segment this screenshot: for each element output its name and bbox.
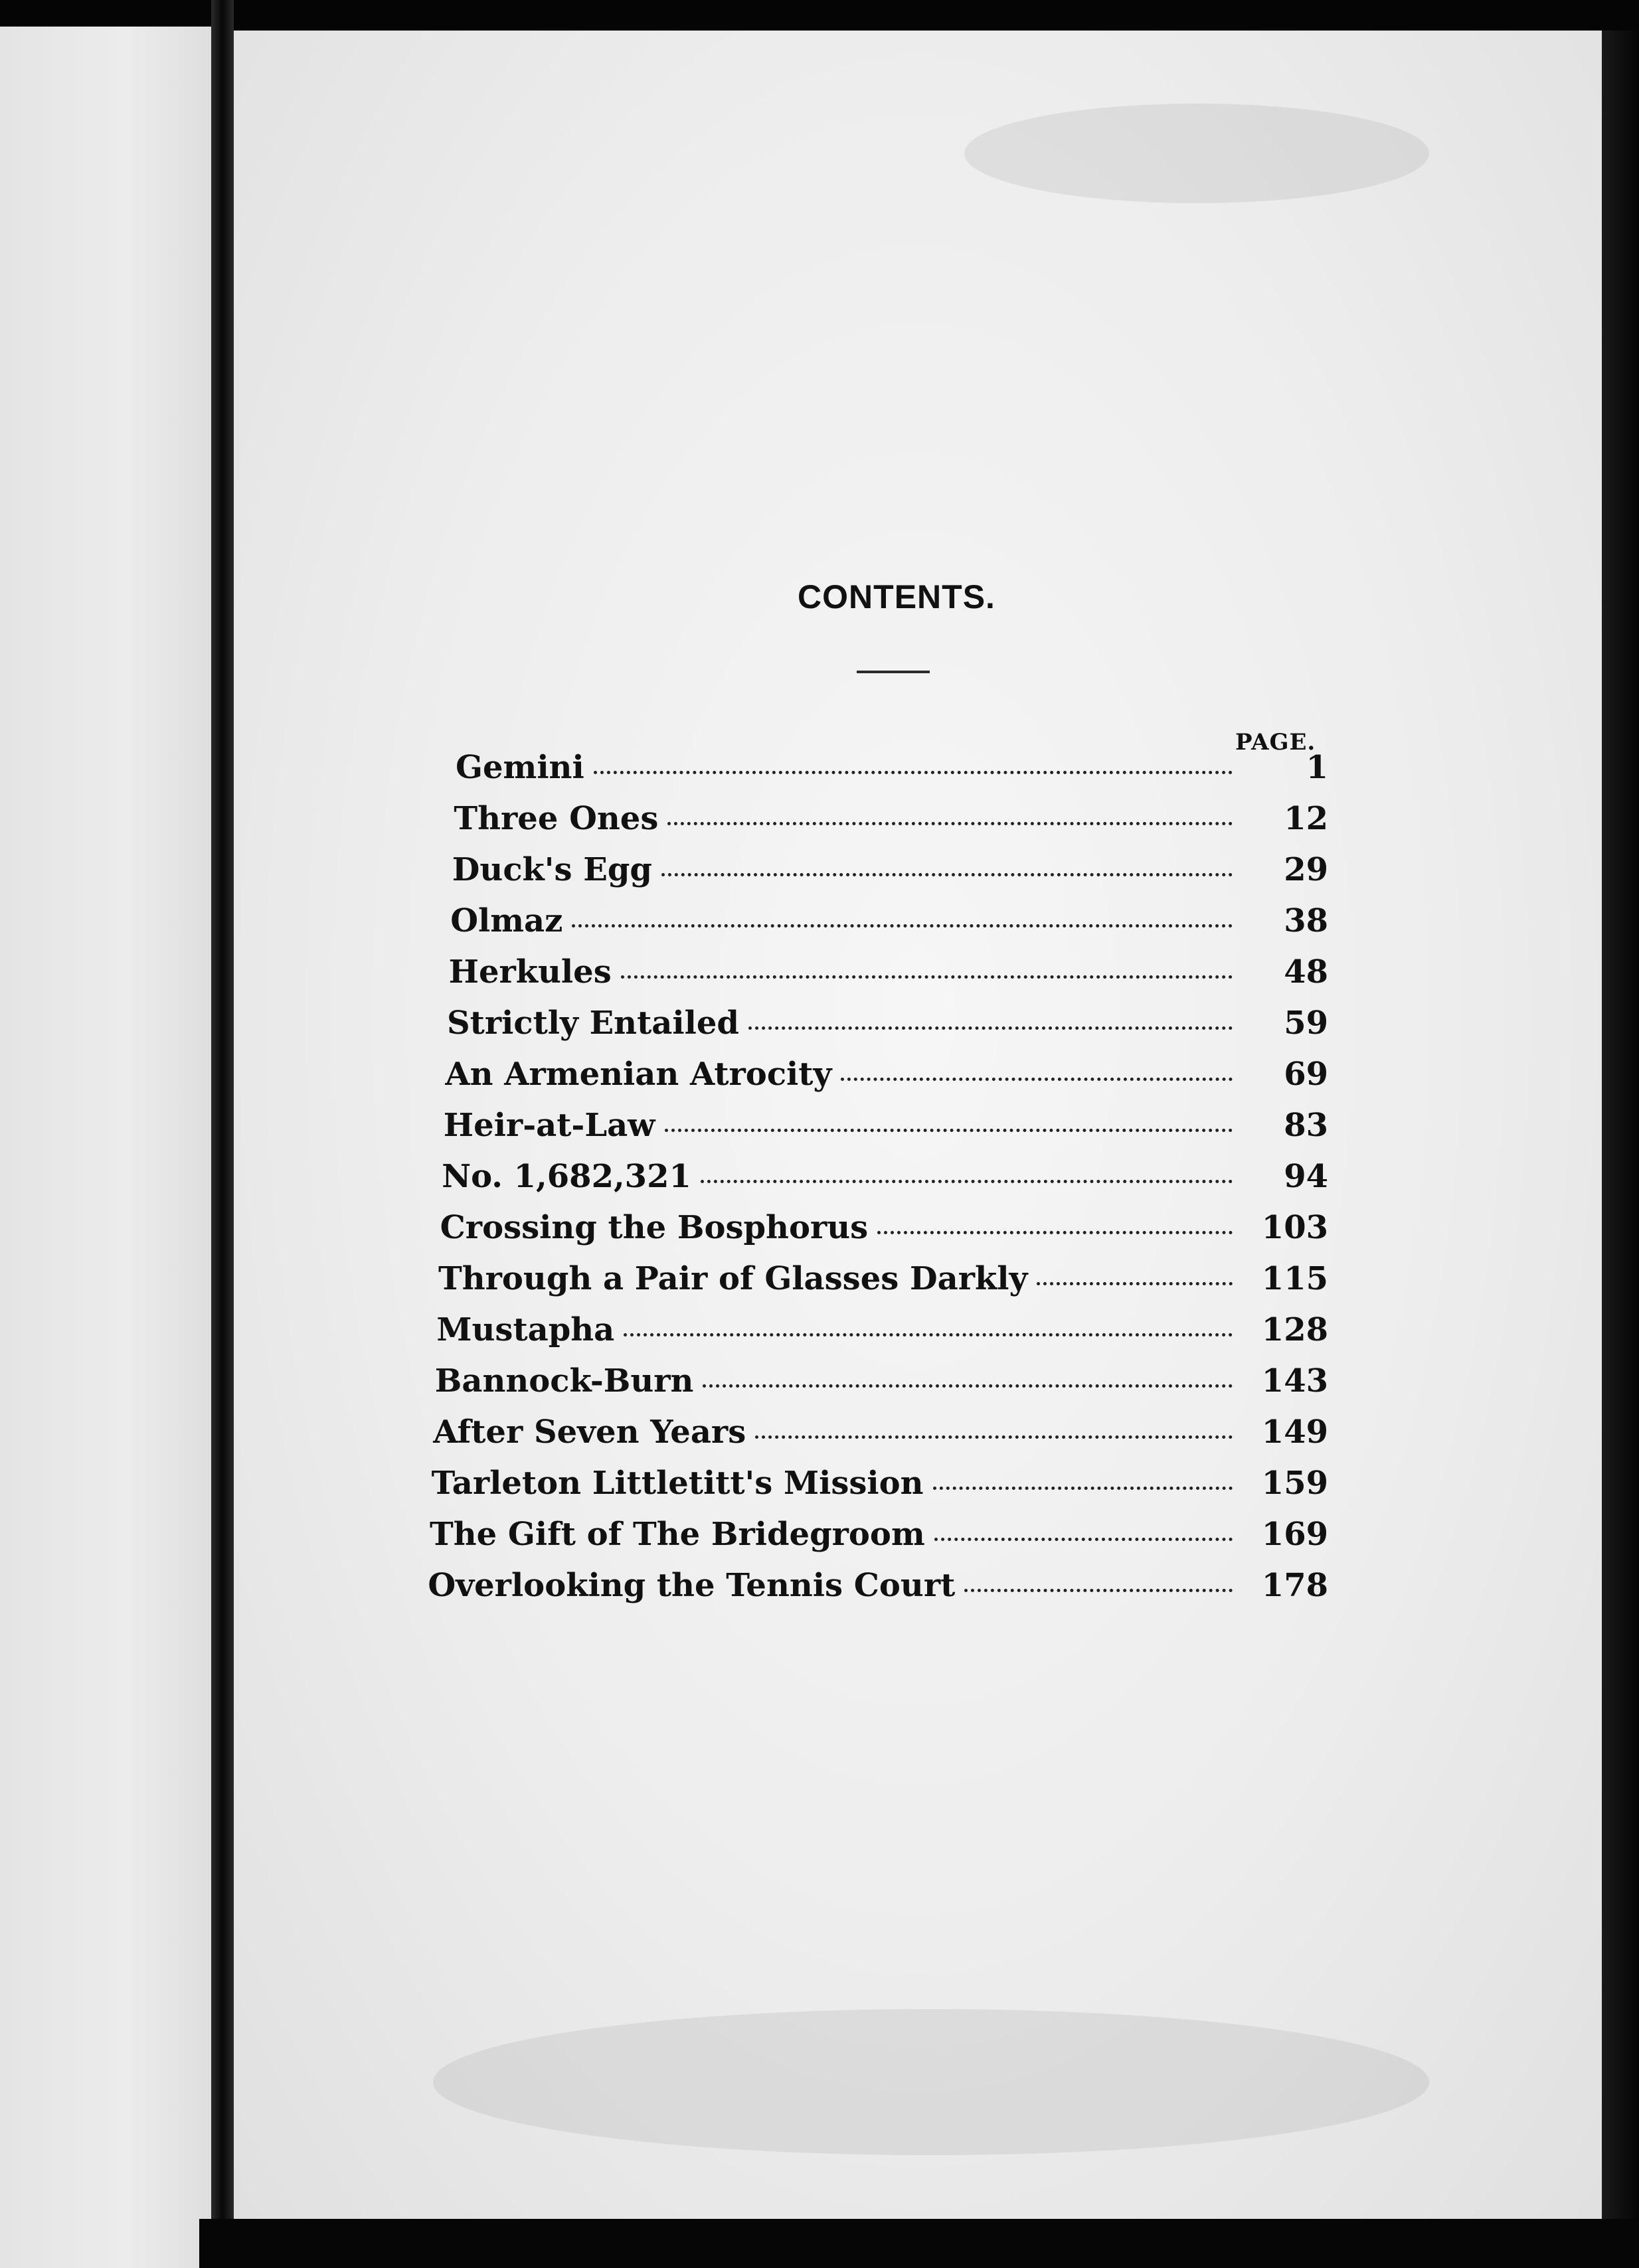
dot-leader	[964, 1589, 1233, 1592]
table-of-contents	[428, 749, 1328, 1618]
toc-entry-title: Mustapha	[436, 1311, 615, 1348]
toc-entry-page-number: 12	[1284, 800, 1328, 837]
toc-entry-page-number: 159	[1261, 1465, 1328, 1502]
toc-entry	[433, 1414, 1328, 1465]
toc-entry	[428, 1567, 1328, 1618]
toc-entry-page-number: 149	[1261, 1414, 1328, 1451]
dot-leader	[701, 1180, 1233, 1183]
dot-leader	[572, 924, 1233, 928]
toc-entry-page-number: 29	[1284, 851, 1328, 888]
toc-entry-page-number: 83	[1284, 1107, 1328, 1144]
heading-rule	[857, 671, 930, 673]
toc-entry-page-number: 48	[1284, 953, 1328, 991]
toc-entry-title: Heir-at-Law	[443, 1107, 655, 1144]
toc-entry-title: No. 1,682,321	[442, 1158, 691, 1195]
toc-entry	[440, 1209, 1328, 1260]
toc-entry-page-number: 94	[1284, 1158, 1328, 1195]
toc-entry	[452, 851, 1328, 902]
dot-leader	[667, 822, 1233, 825]
toc-entry-page-number: 38	[1284, 902, 1328, 939]
toc-entry-title: Overlooking the Tennis Court	[428, 1567, 956, 1604]
dot-leader	[933, 1487, 1233, 1490]
toc-entry-title: An Armenian Atrocity	[445, 1056, 832, 1093]
left-page	[0, 27, 211, 2268]
dot-leader	[703, 1384, 1233, 1388]
toc-entry-page-number: 128	[1261, 1311, 1328, 1348]
book-gutter	[211, 0, 234, 2268]
dot-leader	[841, 1078, 1233, 1081]
toc-entry	[436, 1311, 1328, 1362]
toc-entry-title: Tarleton Littletitt's Mission	[431, 1465, 924, 1502]
toc-entry	[447, 1005, 1328, 1056]
toc-entry-page-number: 69	[1284, 1056, 1328, 1093]
toc-entry	[456, 749, 1328, 800]
dot-leader	[624, 1333, 1233, 1336]
toc-entry-title: Three Ones	[454, 800, 659, 837]
toc-entry	[449, 953, 1328, 1005]
toc-entry-page-number: 59	[1284, 1005, 1328, 1042]
toc-entry-title: Gemini	[456, 749, 584, 786]
toc-entry-page-number: 115	[1261, 1260, 1328, 1297]
toc-entry	[430, 1516, 1328, 1567]
toc-entry	[454, 800, 1328, 851]
toc-entry-title: After Seven Years	[433, 1414, 746, 1451]
page-edge-right	[1602, 31, 1639, 2268]
dot-leader	[621, 975, 1233, 979]
toc-entry-title: Duck's Egg	[452, 851, 652, 888]
toc-entry	[444, 1107, 1328, 1158]
page-edge-bottom	[199, 2219, 1639, 2268]
toc-entry	[442, 1158, 1328, 1209]
toc-entry-page-number: 169	[1261, 1516, 1328, 1553]
dot-leader	[594, 771, 1233, 774]
toc-entry-title: Crossing the Bosphorus	[440, 1209, 869, 1246]
toc-entry-page-number: 103	[1261, 1209, 1328, 1246]
toc-entry-page-number: 143	[1261, 1362, 1328, 1400]
toc-entry	[445, 1056, 1328, 1107]
toc-entry	[432, 1465, 1328, 1516]
toc-entry-page-number: 178	[1261, 1567, 1328, 1604]
toc-entry	[435, 1362, 1328, 1414]
toc-entry-page-number: 1	[1306, 749, 1328, 786]
dot-leader	[748, 1026, 1233, 1030]
toc-entry-title: Through a Pair of Glasses Darkly	[438, 1260, 1028, 1297]
toc-entry	[450, 902, 1328, 953]
page-column-label: PAGE.	[1235, 729, 1316, 756]
dot-leader	[661, 873, 1233, 876]
dot-leader	[665, 1129, 1233, 1132]
contents-heading: CONTENTS.	[798, 578, 995, 615]
toc-entry-title: Herkules	[448, 953, 612, 991]
dot-leader	[877, 1231, 1233, 1234]
toc-entry	[438, 1260, 1328, 1311]
toc-entry-title: Olmaz	[450, 902, 563, 939]
water-stain	[433, 2009, 1429, 2155]
toc-entry-title: Strictly Entailed	[447, 1005, 739, 1042]
toc-entry-title: The Gift of The Bridegroom	[430, 1516, 925, 1553]
water-stain	[964, 104, 1429, 203]
dot-leader	[934, 1538, 1233, 1541]
toc-entry-title: Bannock-Burn	[434, 1362, 694, 1400]
dot-leader	[755, 1435, 1233, 1439]
dot-leader	[1037, 1282, 1233, 1285]
